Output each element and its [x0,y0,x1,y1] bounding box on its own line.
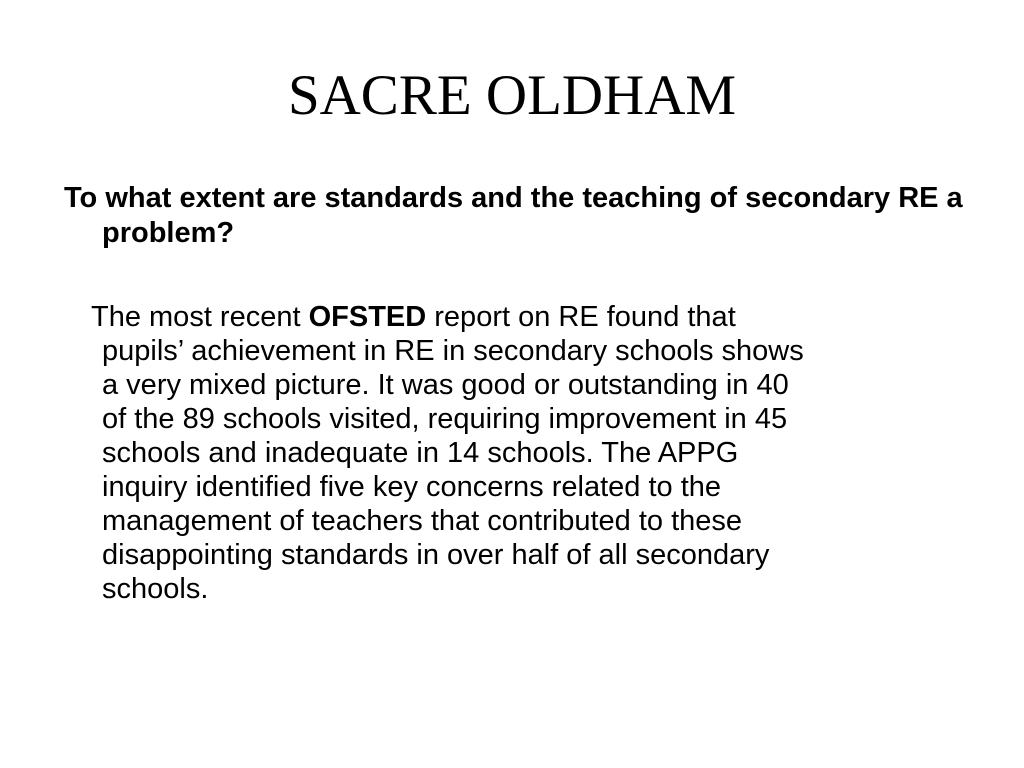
ofsted-emphasis: OFSTED [308,301,427,333]
body-line: schools and inadequate in 14 schools. The APPG [102,437,739,469]
body-line: management of teachers that contributed to these [102,505,743,537]
body-line-1 [64,300,964,334]
body-line: a very mixed picture. It was good or outstanding in 40 [102,369,789,401]
body-line: disappointing standards in over half of all secondary [102,539,770,571]
body-text-lead: The most recent [91,301,309,333]
slide-title: SACRE OLDHAM [287,64,737,127]
body-line: of the 89 schools visited, requiring improvement in 45 [102,403,788,435]
body-line: inquiry identified five key concerns related to the [102,471,722,503]
body-line: schools. [102,573,209,605]
body-text-trail: report on RE found that [426,301,736,333]
question-heading: To what extent are standards and the teaching of secondary RE a problem? [64,182,963,249]
body-paragraph [64,300,964,606]
body-line: pupils’ achievement in RE in secondary schools shows [102,335,804,367]
